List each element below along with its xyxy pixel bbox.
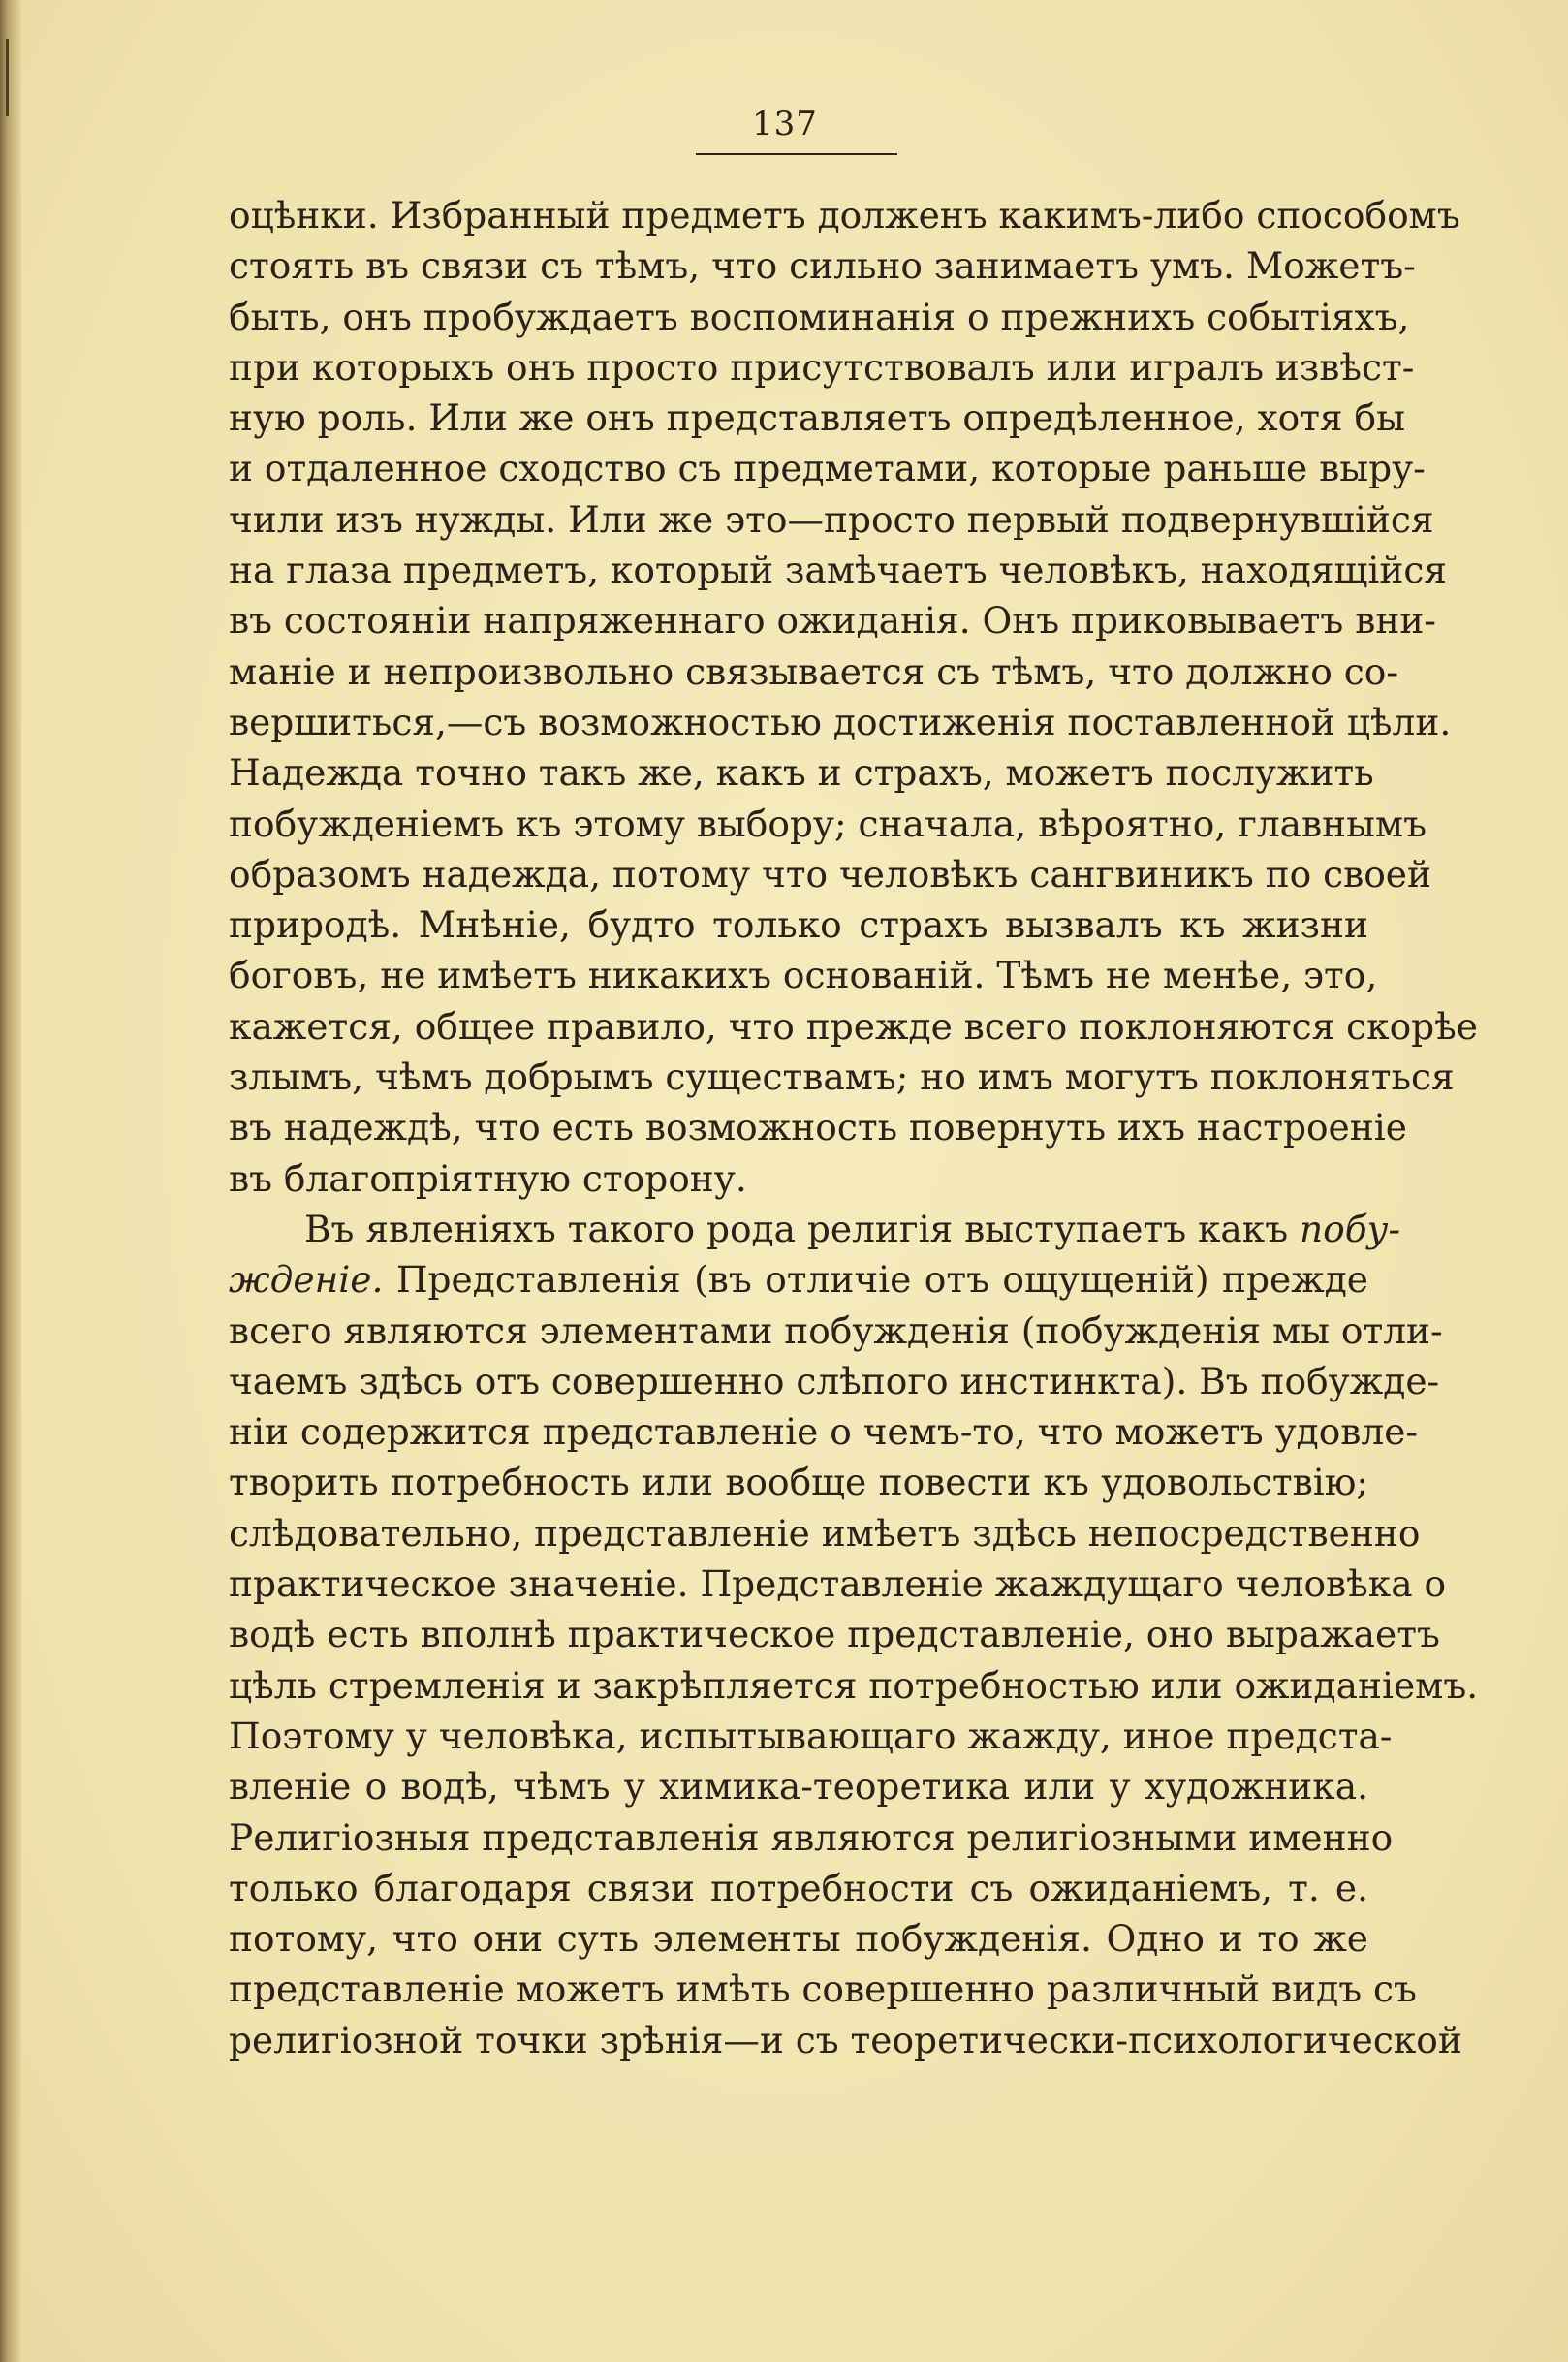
- text-line: боговъ, не имѣетъ никакихъ основаній. Тѣмъ не менѣе, это,: [229, 954, 1378, 997]
- text-line: маніе и непроизвольно связывается съ тѣмъ, что должно со-: [229, 649, 1398, 693]
- text-line: образомъ надежда, потому что человѣкъ сангвиникъ по своей: [229, 852, 1431, 896]
- text-line: оцѣнки. Избранный предметъ долженъ какимъ-либо способомъ: [229, 194, 1460, 236]
- text-line: жденіе. Представленія (въ отличіе отъ ощущеній) прежде: [229, 1258, 1368, 1302]
- text-line: Религіозныя представленія являются религіозными именно: [229, 1815, 1394, 1859]
- text-line: и отдаленное сходство съ предметами, которые раньше выру-: [229, 447, 1426, 490]
- text-line: слѣдовательно, представленіе имѣетъ здѣсь непосредственно: [229, 1511, 1421, 1555]
- text-line: всего являются элементами побужденія (побужденія мы отли-: [229, 1308, 1443, 1352]
- text-line: Въ явленіяхъ такого рода религія выступаетъ какъ побу-: [304, 1207, 1401, 1250]
- text-line: потому, что они суть элементы побужденія. Одно и то же: [229, 1917, 1368, 1961]
- text-line: Надежда точно такъ же, какъ и страхъ, можетъ послужить: [229, 751, 1374, 795]
- text-line: представленіе можетъ имѣть совершенно различный видъ съ: [229, 1968, 1417, 2011]
- italic-word: жденіе.: [229, 1258, 384, 1302]
- header-rule: [696, 153, 897, 155]
- body-text: [229, 190, 1479, 2065]
- text-line: ную роль. Или же онъ представляетъ опредѣленное, хотя бы: [229, 396, 1405, 440]
- binding-edge: [0, 0, 21, 2362]
- text-line: при которыхъ онъ просто присутствовалъ или игралъ извѣст-: [229, 345, 1415, 389]
- text-line: вершиться,—съ возможностью достиженія поставленной цѣли.: [229, 700, 1452, 743]
- text-line: чаемъ здѣсь отъ совершенно слѣпого инстинкта). Въ побужде-: [229, 1359, 1440, 1402]
- text-line: стоять въ связи съ тѣмъ, что сильно занимаетъ умъ. Можетъ-: [229, 244, 1416, 288]
- text-line: только благодаря связи потребности съ ожиданіемъ, т. е.: [229, 1866, 1368, 1909]
- text-line: побужденіемъ къ этому выбору; сначала, вѣроятно, главнымъ: [229, 802, 1427, 845]
- text-line: практическое значеніе. Представленіе жаждущаго человѣка о: [229, 1562, 1447, 1606]
- text-line: въ состояніи напряженнаго ожиданія. Онъ приковываетъ вни-: [229, 599, 1436, 643]
- text-line: чили изъ нужды. Или же это—просто первый подвернувшійся: [229, 497, 1434, 541]
- text-line: кажется, общее правило, что прежде всего поклоняются скорѣе: [229, 1004, 1478, 1048]
- text-line: на глаза предметъ, который замѣчаетъ человѣкъ, находящійся: [229, 549, 1448, 592]
- text-line: злымъ, чѣмъ добрымъ существамъ; но имъ могутъ поклоняться: [229, 1055, 1455, 1099]
- text-line: творить потребность или вообще повести къ удовольствію;: [229, 1461, 1368, 1504]
- text-line: вленіе о водѣ, чѣмъ у химика-теоретика или у художника.: [229, 1765, 1368, 1809]
- page-number: 137: [752, 105, 818, 143]
- text-line: Поэтому у человѣка, испытывающаго жажду, иное предста-: [229, 1714, 1393, 1757]
- italic-word: побу-: [1300, 1207, 1401, 1250]
- text-line: цѣль стремленія и закрѣпляется потребностью или ожиданіемъ.: [229, 1663, 1479, 1707]
- text-line: религіозной точки зрѣнія—и съ теоретически-психологической: [229, 2018, 1462, 2062]
- text-line: въ благопріятную сторону.: [229, 1156, 747, 1200]
- text-line: быть, онъ пробуждаетъ воспоминанія о прежнихъ событіяхъ,: [229, 295, 1410, 338]
- text-line: въ надеждѣ, что есть возможность повернуть ихъ настроеніе: [229, 1106, 1407, 1150]
- binding-mark: [6, 39, 9, 116]
- text-line: водѣ есть вполнѣ практическое представленіе, оно выражаетъ: [229, 1613, 1440, 1656]
- text-line: ніи содержится представленіе о чемъ-то, что можетъ удовле-: [229, 1410, 1419, 1454]
- text-line: природѣ. Мнѣніе, будто только страхъ вызвалъ къ жизни: [229, 903, 1368, 947]
